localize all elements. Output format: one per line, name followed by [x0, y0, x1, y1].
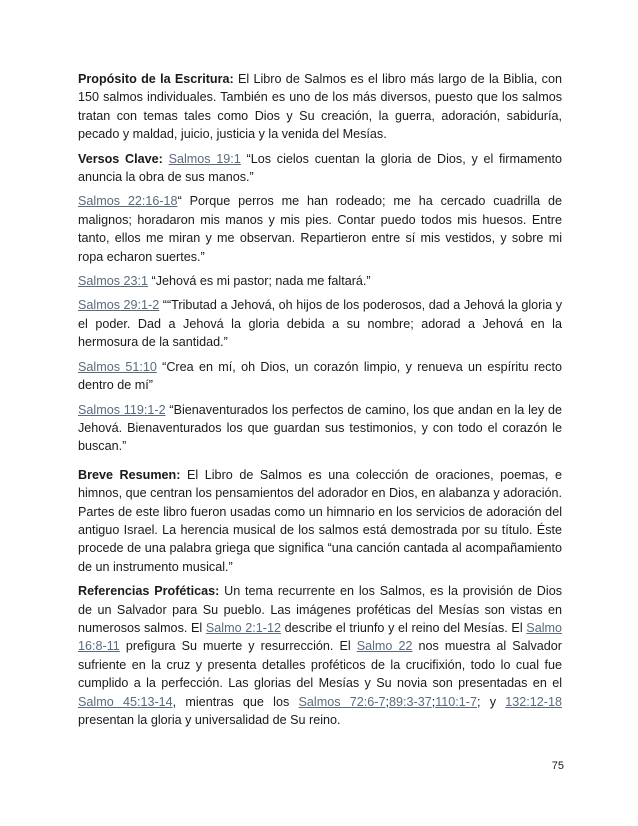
ref-salmos-29-1-2-link[interactable]: Salmos 29:1-2	[78, 298, 160, 313]
ref-salmos-51-10-link[interactable]: Salmos 51:10	[78, 359, 157, 374]
ref-salmos-19-1-link[interactable]: Salmos 19:1	[168, 151, 241, 166]
verse-text: “Jehová es mi pastor; nada me faltará.”	[148, 274, 371, 289]
versos-clave-text: “Los cielos cuentan la gloria de Dios, y el firmamento anuncia la obra de sus manos.”	[78, 151, 562, 185]
ref-salmos-119-1-2-link[interactable]: Salmos 119:1-2	[78, 402, 166, 417]
referencias-text: Un tema recurrente en los Salmos, es la provisión de Dios de un Salvador para Su pueblo. Las imágenes proféticas del Mesías son vistas en numerosos salmos. El	[78, 584, 562, 635]
referencias-text: nos muestra al Salvador sufriente en la cruz y presenta detalles proféticos de la crucifixión, todo lo cual fue cumplido a la perfección. Las glorias del Mesías y Su novia son presentadas en el	[78, 639, 562, 691]
referencias-paragraph	[78, 582, 562, 729]
ref-salmos-23-1-link[interactable]: Salmos 23:1	[78, 274, 149, 289]
referencias-heading: Referencias Proféticas:	[78, 584, 220, 599]
versos-clave-heading: Versos Clave:	[78, 151, 163, 166]
ref-salmo-45-13-14-link[interactable]: Salmo 45:13-14	[78, 694, 173, 709]
ref-salmos-72-6-7-link[interactable]: Salmos 72:6-7	[298, 694, 386, 709]
verse-text: “Bienaventurados los perfectos de camino, los que andan en la ley de Jehová. Bienaventurados los que guardan sus testimonios, y con todo el corazón le buscan.”	[78, 402, 562, 454]
ref-salmo-22-link[interactable]: Salmo 22	[356, 639, 413, 654]
verse-paragraph	[78, 401, 562, 456]
verse-paragraph	[78, 192, 562, 266]
page-number: 75	[551, 760, 564, 772]
verse-text: ““Tributad a Jehová, oh hijos de los poderosos, dad a Jehová la gloria y el poder. Dad a Jehová la gloria debida a su nombre; adorad a Jehová en la hermosura de la santidad.”	[78, 298, 562, 350]
versos-clave-paragraph	[78, 150, 562, 187]
ref-110-1-7-link[interactable]: 110:1-7	[435, 694, 477, 709]
referencias-text: ; y	[476, 694, 506, 709]
resumen-paragraph	[78, 466, 562, 576]
verse-paragraph	[78, 358, 562, 395]
ref-89-3-37-link[interactable]: 89:3-37	[388, 694, 432, 709]
verse-paragraph	[78, 272, 562, 290]
ref-132-12-18-link[interactable]: 132:12-18	[505, 694, 562, 709]
referencias-text: presentan la gloria y universalidad de Su reino.	[78, 713, 341, 727]
ref-salmo-2-1-12-link[interactable]: Salmo 2:1-12	[205, 620, 281, 635]
proposito-paragraph	[78, 70, 562, 144]
referencias-text: describe el triunfo y el reino del Mesías. El	[280, 620, 527, 635]
resumen-text: El Libro de Salmos es una colección de oraciones, poemas, e himnos, que centran los pensamientos del adorador en Dios, en alabanza y adoración. Partes de este libro fueron usadas como un himnario en los servicios de adoración del antiguo Israel. La herencia musical de los salmos está demostrada por su título. Éste procede de una palabra griega que significa “una canción cantada al acompañamiento de un instrumento musical.”	[78, 467, 562, 574]
proposito-text: El Libro de Salmos es el libro más largo de la Biblia, con 150 salmos individuales. También es uno de los más diversos, puesto que los salmos tratan con temas tales como Dios y Su creación, la guerra, adoración, sabiduría, pecado y maldad, juicio, justicia y la venida del Mesías.	[78, 72, 562, 142]
proposito-heading: Propósito de la Escritura:	[78, 72, 234, 86]
ref-salmo-16-8-11-link[interactable]: Salmo 16:8-11	[78, 620, 562, 654]
verse-paragraph	[78, 296, 562, 351]
referencias-text: prefigura Su muerte y resurrección. El	[119, 639, 357, 654]
resumen-heading: Breve Resumen:	[78, 467, 181, 482]
document-body	[78, 70, 562, 735]
verse-text: “Crea en mí, oh Dios, un corazón limpio, y renueva un espíritu recto dentro de mí”	[78, 359, 562, 393]
ref-salmos-22-16-18-link[interactable]: Salmos 22:16-18	[78, 194, 178, 209]
separator: ;	[385, 694, 389, 709]
separator: ;	[431, 694, 436, 709]
referencias-text: , mientras que los	[172, 694, 299, 709]
verse-text: “ Porque perros me han rodeado; me ha cercado cuadrilla de malignos; horadaron mis manos y mis pies. Contar puedo todos mis huesos. Entre tanto, ellos me miran y me observan. Repartieron entre sí mis vestidos, y sobre mi ropa echaron suertes.”	[78, 194, 562, 264]
